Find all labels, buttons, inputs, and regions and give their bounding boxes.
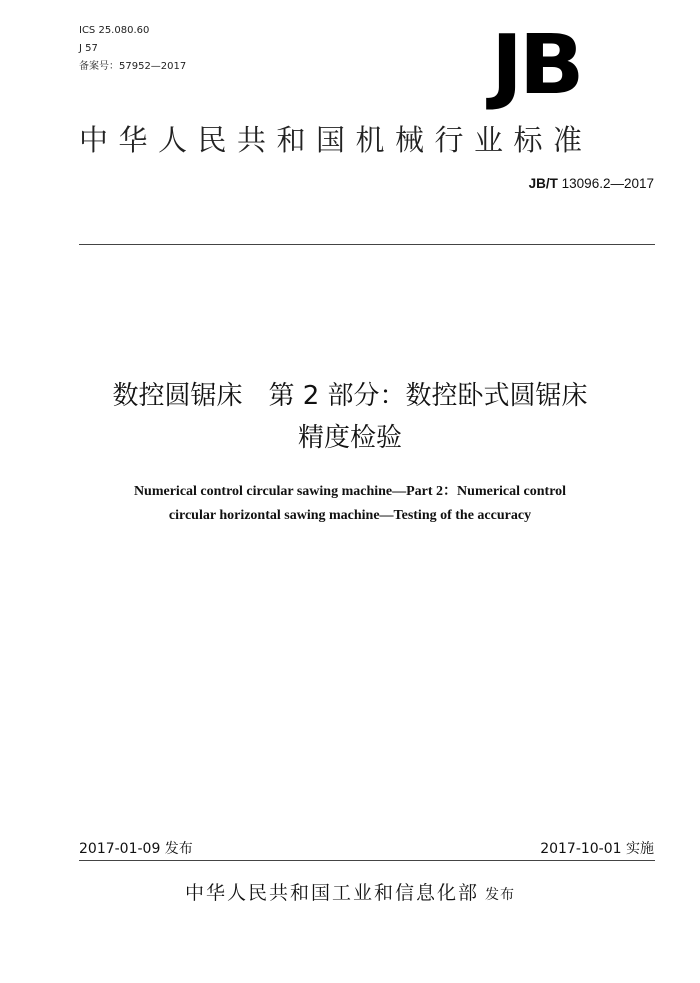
english-title-line-1: Numerical control circular sawing machine—Part 2：Numerical control: [133, 484, 567, 499]
implementation-date: 2017-10-01 实施: [540, 841, 654, 857]
filing-number: 备案号：57952—2017: [79, 61, 187, 72]
chinese-title-line-1: 数控圆锯床 第 2 部分：数控卧式圆锯床: [112, 381, 588, 411]
standard-code-prefix: JB/T: [528, 176, 558, 191]
publisher-name: 中华人民共和国工业和信息化部: [184, 882, 479, 904]
publisher-verb: 发布: [485, 887, 515, 903]
chinese-title-line-2: 精度检验: [297, 423, 402, 453]
ccs-code: J 57: [79, 43, 98, 54]
publisher: [0, 878, 700, 905]
standard-code: [529, 176, 654, 191]
header-divider: [79, 244, 655, 245]
english-title-line-2: circular horizontal sawing machine—Testing of the accuracy: [168, 508, 532, 523]
standard-code-number: 13096.2—2017: [561, 176, 654, 191]
jb-logo: JB: [491, 18, 581, 113]
footer-divider: [79, 860, 655, 861]
ics-code: ICS 25.080.60: [79, 25, 150, 36]
issue-date: 2017-01-09 发布: [79, 841, 193, 857]
industry-standard-title: 中华人民共和国机械行业标准: [79, 123, 593, 157]
